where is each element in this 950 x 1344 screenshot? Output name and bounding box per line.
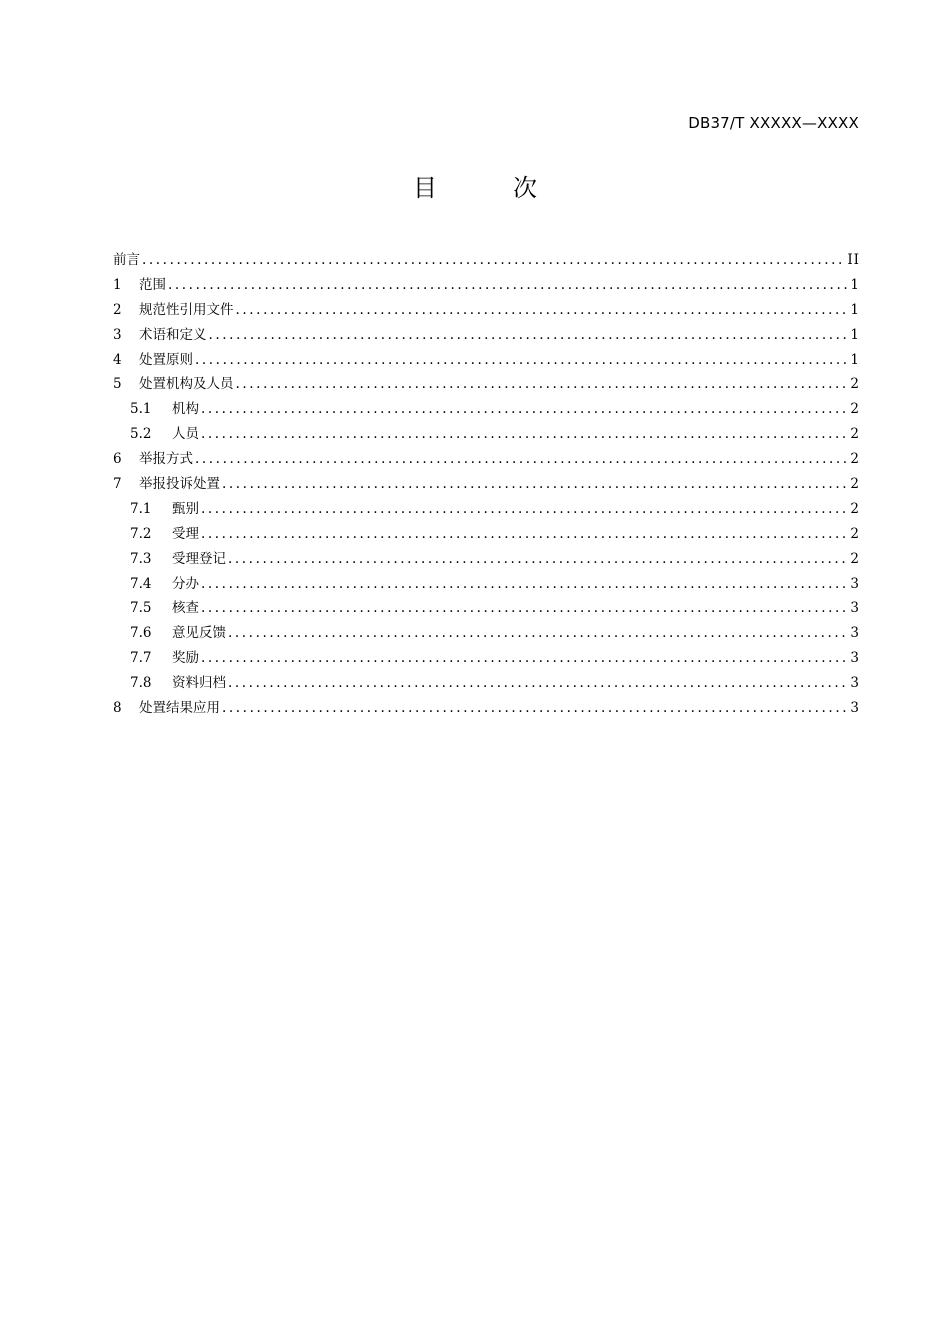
document-code: DB37/T XXXXX—XXXX	[688, 114, 859, 132]
toc-entry[interactable]	[113, 372, 860, 397]
toc-entry[interactable]	[113, 273, 860, 298]
toc-entry[interactable]	[113, 621, 860, 646]
toc-leader-dots	[201, 646, 848, 671]
toc-entry-label: 机构	[172, 401, 199, 418]
toc-entry-number: 4	[113, 351, 122, 368]
toc-entry[interactable]	[113, 522, 860, 547]
toc-entry[interactable]	[113, 472, 860, 497]
toc-entry-number: 5.1	[130, 401, 152, 418]
toc-entry-page: 2	[850, 451, 860, 468]
toc-entry-number: 3	[113, 326, 122, 343]
toc-entry[interactable]	[113, 447, 860, 472]
toc-entry[interactable]	[113, 547, 860, 572]
toc-entry-page: 1	[850, 351, 860, 368]
toc-entry-number: 7.6	[130, 625, 152, 642]
toc-entry[interactable]	[113, 348, 860, 373]
toc-entry-label: 处置结果应用	[139, 700, 220, 717]
toc-entry-page: 2	[850, 426, 860, 443]
toc-entry-page: 2	[850, 550, 860, 567]
toc-entry[interactable]	[113, 596, 860, 621]
toc-entry-label: 资料归档	[172, 675, 226, 692]
toc-entry-page: 2	[850, 525, 860, 542]
toc-entry[interactable]	[113, 671, 860, 696]
toc-entry-label: 人员	[172, 426, 199, 443]
toc-leader-dots	[236, 298, 849, 323]
toc-entry[interactable]	[113, 572, 860, 597]
toc-entry-page: 3	[850, 575, 860, 592]
toc-entry-label: 规范性引用文件	[139, 301, 234, 318]
toc-leader-dots	[168, 273, 848, 298]
toc-leader-dots	[195, 447, 848, 472]
toc-leader-dots	[201, 596, 848, 621]
toc-leader-dots	[201, 422, 848, 447]
toc-entry-number: 5	[113, 376, 122, 393]
toc-entry-label: 奖励	[172, 650, 199, 667]
toc-entry-page: 1	[850, 276, 860, 293]
toc-entry-label: 范围	[139, 276, 166, 293]
toc-entry-number: 7	[113, 476, 122, 493]
toc-leader-dots	[236, 372, 849, 397]
toc-leader-dots	[201, 522, 848, 547]
toc-entry[interactable]	[113, 323, 860, 348]
toc-entry-label: 意见反馈	[172, 625, 226, 642]
page-title: 目 次	[413, 174, 563, 202]
toc-entry-page: 2	[850, 500, 860, 517]
toc-entry-number: 2	[113, 301, 122, 318]
table-of-contents	[113, 248, 860, 721]
toc-leader-dots	[222, 696, 848, 721]
toc-entry-label: 核查	[172, 600, 199, 617]
toc-entry-page: 1	[850, 326, 860, 343]
toc-entry-page: 3	[850, 650, 860, 667]
toc-entry-number: 7.1	[130, 500, 152, 517]
toc-entry-label: 处置机构及人员	[139, 376, 234, 393]
toc-leader-dots	[228, 547, 848, 572]
toc-entry-number: 6	[113, 451, 122, 468]
toc-leader-dots	[201, 572, 848, 597]
toc-entry-page: 3	[850, 600, 860, 617]
toc-entry[interactable]	[113, 397, 860, 422]
toc-entry-label: 分办	[172, 575, 199, 592]
toc-entry-number: 7.7	[130, 650, 152, 667]
toc-entry-number: 7.4	[130, 575, 152, 592]
toc-entry-page: 3	[850, 675, 860, 692]
toc-entry-page: 2	[850, 476, 860, 493]
toc-entry-page: 1	[850, 301, 860, 318]
toc-entry-number: 1	[113, 276, 122, 293]
toc-entry[interactable]	[113, 298, 860, 323]
toc-entry[interactable]	[113, 646, 860, 671]
toc-entry-number: 7.5	[130, 600, 152, 617]
toc-leader-dots	[222, 472, 848, 497]
toc-entry-label: 举报方式	[139, 451, 193, 468]
toc-leader-dots	[195, 348, 848, 373]
toc-entry-label: 前言	[113, 252, 140, 268]
toc-entry-label: 处置原则	[139, 351, 193, 368]
toc-entry-label: 举报投诉处置	[139, 476, 220, 493]
toc-entry-page: 2	[850, 376, 860, 393]
toc-leader-dots	[201, 497, 848, 522]
toc-leader-dots	[142, 248, 845, 273]
toc-entry[interactable]	[113, 422, 860, 447]
toc-entry[interactable]	[113, 497, 860, 522]
toc-entry-number: 7.2	[130, 525, 152, 542]
toc-entry-page: II	[847, 252, 860, 268]
toc-entry-page: 3	[850, 700, 860, 717]
toc-entry-label: 受理登记	[172, 550, 226, 567]
toc-entry-number: 7.8	[130, 675, 152, 692]
toc-entry-label: 甄别	[172, 500, 199, 517]
toc-leader-dots	[201, 397, 848, 422]
toc-leader-dots	[228, 621, 848, 646]
toc-entry-label: 术语和定义	[139, 326, 207, 343]
toc-entry-page: 3	[850, 625, 860, 642]
toc-leader-dots	[228, 671, 848, 696]
toc-leader-dots	[209, 323, 849, 348]
toc-entry[interactable]	[113, 696, 860, 721]
toc-entry-number: 5.2	[130, 426, 152, 443]
toc-entry-number: 7.3	[130, 550, 152, 567]
toc-entry-number: 8	[113, 700, 122, 717]
toc-entry-label: 受理	[172, 525, 199, 542]
toc-entry-page: 2	[850, 401, 860, 418]
toc-entry[interactable]	[113, 248, 860, 273]
